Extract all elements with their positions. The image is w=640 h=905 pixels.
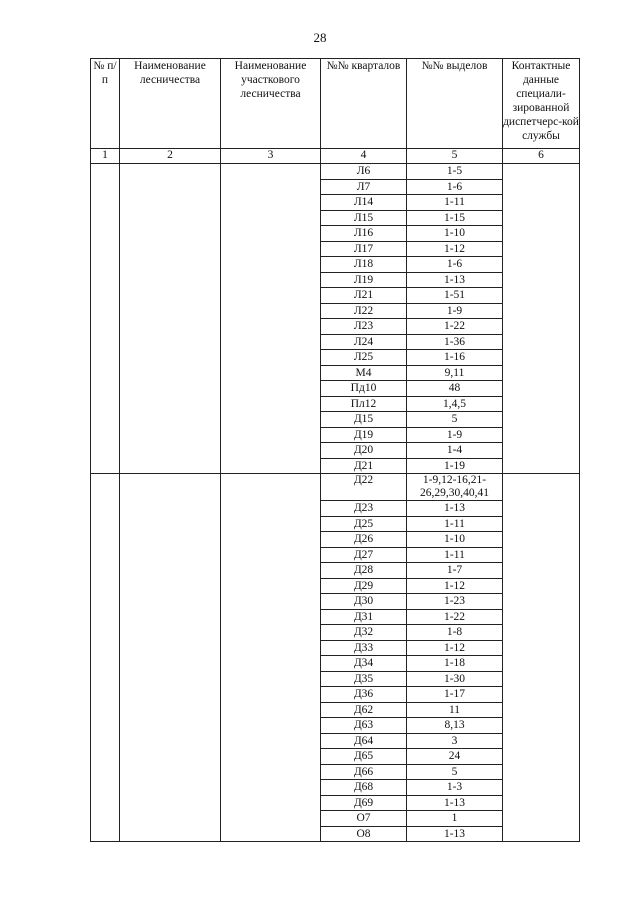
header-allotments: №№ выделов: [407, 59, 503, 149]
column-number: 5: [407, 149, 503, 164]
quarter-cell: Л6: [321, 164, 407, 180]
group-cell-district: [221, 164, 321, 474]
quarter-cell: Л7: [321, 179, 407, 195]
allotment-cell: 1-15: [407, 210, 503, 226]
quarter-cell: Д66: [321, 764, 407, 780]
quarter-cell: Д28: [321, 563, 407, 579]
allotment-cell: 3: [407, 733, 503, 749]
quarter-cell: О7: [321, 811, 407, 827]
quarter-cell: Д19: [321, 427, 407, 443]
table-row: [91, 164, 580, 180]
allotment-cell: 1-9,12-16,21-26,29,30,40,41: [407, 474, 503, 501]
quarter-cell: Л16: [321, 226, 407, 242]
allotment-cell: 1-6: [407, 257, 503, 273]
quarter-cell: Д25: [321, 516, 407, 532]
allotment-cell: 1-10: [407, 532, 503, 548]
allotment-cell: 11: [407, 702, 503, 718]
quarter-cell: Л22: [321, 303, 407, 319]
quarter-cell: Д29: [321, 578, 407, 594]
quarter-cell: Л21: [321, 288, 407, 304]
quarter-cell: М4: [321, 365, 407, 381]
quarter-cell: Д68: [321, 780, 407, 796]
quarter-cell: Л19: [321, 272, 407, 288]
quarter-cell: Д32: [321, 625, 407, 641]
quarter-cell: Д21: [321, 458, 407, 474]
quarter-cell: Д62: [321, 702, 407, 718]
quarter-cell: Л18: [321, 257, 407, 273]
allotment-cell: 1-51: [407, 288, 503, 304]
quarter-cell: Д22: [321, 474, 407, 501]
quarter-cell: Л25: [321, 350, 407, 366]
quarter-cell: Д36: [321, 687, 407, 703]
allotment-cell: 1-13: [407, 795, 503, 811]
allotment-cell: 1-22: [407, 609, 503, 625]
column-number: 4: [321, 149, 407, 164]
header-number: № п/п: [91, 59, 120, 149]
quarter-cell: Д69: [321, 795, 407, 811]
table-header-row: [91, 59, 580, 149]
allotment-cell: 48: [407, 381, 503, 397]
allotment-cell: 1-13: [407, 501, 503, 517]
allotment-cell: 1-19: [407, 458, 503, 474]
quarter-cell: Д65: [321, 749, 407, 765]
allotment-cell: 1-11: [407, 516, 503, 532]
allotment-cell: 1-8: [407, 625, 503, 641]
table-row: [91, 474, 580, 501]
allotment-cell: 1-9: [407, 303, 503, 319]
allotment-cell: 1-6: [407, 179, 503, 195]
header-contact-data: Контактные данные специали-зированной диспетчерс-кой службы: [503, 59, 580, 149]
quarter-cell: Д26: [321, 532, 407, 548]
group-cell-district: [221, 474, 321, 842]
allotment-cell: 1,4,5: [407, 396, 503, 412]
quarter-cell: Л15: [321, 210, 407, 226]
allotment-cell: 1-16: [407, 350, 503, 366]
column-number: 6: [503, 149, 580, 164]
header-forestry-name: Наименование лесничества: [120, 59, 221, 149]
group-cell-number: [91, 164, 120, 474]
allotment-cell: 1-4: [407, 443, 503, 459]
allotment-cell: 1-11: [407, 195, 503, 211]
allotment-cell: 1-5: [407, 164, 503, 180]
allotment-cell: 5: [407, 764, 503, 780]
allotment-cell: 1-23: [407, 594, 503, 610]
column-number: 3: [221, 149, 321, 164]
group-cell-contact: [503, 474, 580, 842]
allotment-cell: 1-12: [407, 241, 503, 257]
allotment-cell: 9,11: [407, 365, 503, 381]
allotment-cell: 1-18: [407, 656, 503, 672]
quarter-cell: Д34: [321, 656, 407, 672]
allotment-cell: 1-12: [407, 578, 503, 594]
allotment-cell: 1-13: [407, 272, 503, 288]
column-number: 1: [91, 149, 120, 164]
quarter-cell: Д30: [321, 594, 407, 610]
group-cell-contact: [503, 164, 580, 474]
quarter-cell: Л17: [321, 241, 407, 257]
quarter-cell: Пд10: [321, 381, 407, 397]
quarter-cell: Д33: [321, 640, 407, 656]
quarter-cell: Л24: [321, 334, 407, 350]
page-number: 28: [313, 30, 327, 45]
allotment-cell: 1-22: [407, 319, 503, 335]
column-number: 2: [120, 149, 221, 164]
group-cell-forestry: [120, 474, 221, 842]
allotment-cell: 1-9: [407, 427, 503, 443]
header-district-forestry-name: Наименование участкового лесничества: [221, 59, 321, 149]
quarter-cell: Д27: [321, 547, 407, 563]
quarter-cell: Д15: [321, 412, 407, 428]
quarter-cell: О8: [321, 826, 407, 842]
allotment-cell: 1-30: [407, 671, 503, 687]
quarter-cell: Д31: [321, 609, 407, 625]
allotment-cell: 5: [407, 412, 503, 428]
quarter-cell: Д63: [321, 718, 407, 734]
quarter-cell: Д23: [321, 501, 407, 517]
allotment-cell: 1-17: [407, 687, 503, 703]
allotment-cell: 1-12: [407, 640, 503, 656]
allotment-cell: 1: [407, 811, 503, 827]
quarter-cell: Пл12: [321, 396, 407, 412]
quarter-cell: Д64: [321, 733, 407, 749]
group-cell-forestry: [120, 164, 221, 474]
quarter-cell: Л14: [321, 195, 407, 211]
allotment-cell: 1-36: [407, 334, 503, 350]
allotment-cell: 8,13: [407, 718, 503, 734]
quarter-cell: Л23: [321, 319, 407, 335]
group-cell-number: [91, 474, 120, 842]
allotment-cell: 1-11: [407, 547, 503, 563]
quarter-cell: Д20: [321, 443, 407, 459]
table-body: [91, 164, 580, 842]
column-number-row: [91, 149, 580, 164]
allotment-cell: 1-13: [407, 826, 503, 842]
allotment-cell: 1-7: [407, 563, 503, 579]
allotment-cell: 1-10: [407, 226, 503, 242]
allotment-cell: 1-3: [407, 780, 503, 796]
header-quarters: №№ кварталов: [321, 59, 407, 149]
quarter-cell: Д35: [321, 671, 407, 687]
allotment-cell: 24: [407, 749, 503, 765]
forest-district-table: [90, 58, 580, 842]
